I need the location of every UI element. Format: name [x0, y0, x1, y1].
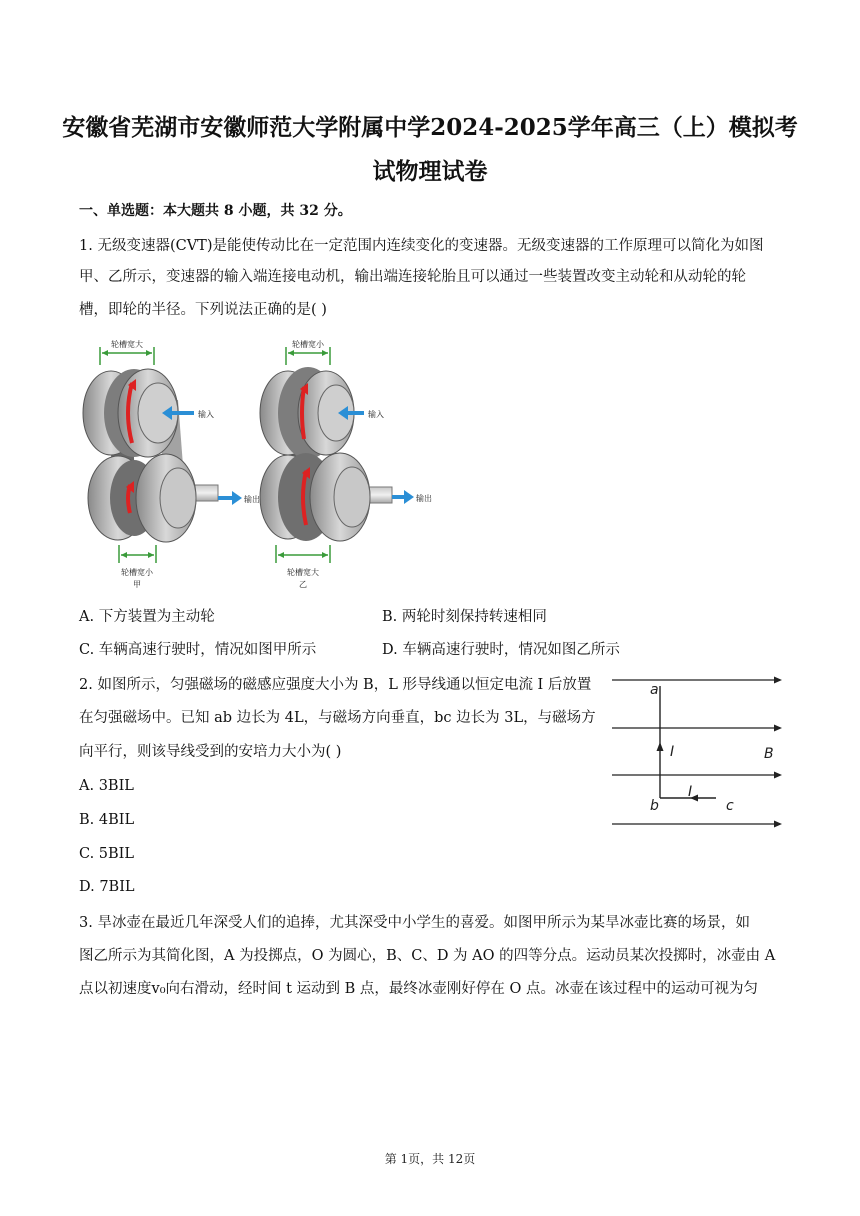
q2-option-a: A. 3BIL: [79, 778, 134, 794]
q1-line2: 甲、乙所示，变速器的输入端连接电动机，输出端连接轮胎且可以通过一些装置改变主动轮和从动轮的轮: [79, 269, 746, 285]
q3-line2: 图乙所示为其简化图，A 为投掷点，O 为圆心，B、C、D 为 AO 的四等分点。运动员某次投掷时，冰壶由 A: [79, 948, 776, 964]
q1-line1: 1. 无级变速器(CVT)是能使传动比在一定范围内连续变化的变速器。无级变速器的工作原理可以简化为如图: [79, 238, 764, 254]
svg-text:b: b: [650, 798, 659, 814]
svg-text:轮槽宽小: 轮槽宽小: [292, 340, 324, 349]
q2-line3: 向平行，则该导线受到的安培力大小为( ): [79, 744, 342, 760]
figure-b: [260, 339, 432, 589]
cvt-figure: [76, 335, 448, 595]
q1-option-c: C. 车辆高速行驶时，情况如图甲所示: [79, 642, 317, 658]
doc-title-line1: 安徽省芜湖市安徽师范大学附属中学2024-2025学年高三（上）模拟考: [62, 114, 798, 141]
figure-a: [83, 339, 260, 589]
q2-line1: 2. 如图所示，匀强磁场的磁感应强度大小为 B，L 形导线通以恒定电流 I 后放置: [79, 677, 592, 693]
page-footer: 第 1页，共 12页: [384, 1152, 476, 1166]
doc-title-line2: 试物理试卷: [372, 158, 488, 185]
q1-line3: 槽，即轮的半径。下列说法正确的是( ): [79, 302, 327, 318]
q3-line3: 点以初速度v₀向右滑动，经时间 t 运动到 B 点，最终冰壶刚好停在 O 点。冰壶在该过程中的运动可视为匀: [79, 981, 759, 997]
svg-text:输出: 输出: [244, 495, 260, 504]
q1-option-b: B. 两轮时刻保持转速相同: [382, 609, 547, 625]
svg-text:I: I: [670, 744, 675, 760]
section-heading: 一、单选题：本大题共 8 小题，共 32 分。: [79, 203, 352, 219]
svg-text:输出: 输出: [416, 494, 432, 503]
q1-option-d: D. 车辆高速行驶时，情况如图乙所示: [382, 642, 620, 658]
q2-option-d: D. 7BIL: [79, 879, 135, 895]
svg-text:轮槽宽小: 轮槽宽小: [121, 568, 153, 577]
svg-text:a: a: [650, 682, 659, 698]
svg-text:c: c: [726, 798, 734, 814]
svg-text:I: I: [688, 784, 693, 800]
svg-text:输入: 输入: [198, 410, 214, 419]
svg-text:轮槽宽大: 轮槽宽大: [111, 340, 143, 349]
q2-line2: 在匀强磁场中。已知 ab 边长为 4L，与磁场方向垂直，bc 边长为 3L，与磁场方: [79, 710, 596, 726]
svg-text:B: B: [764, 746, 774, 762]
q3-line1: 3. 旱冰壶在最近几年深受人们的追捧，尤其深受中小学生的喜爱。如图甲所示为某旱冰壶比赛的场景，如: [79, 915, 750, 931]
svg-text:轮槽宽大: 轮槽宽大: [287, 568, 319, 577]
svg-text:输入: 输入: [368, 410, 384, 419]
magnetic-field-figure: [610, 672, 790, 832]
q1-option-a: A. 下方装置为主动轮: [79, 609, 215, 625]
q2-option-c: C. 5BIL: [79, 846, 135, 862]
q2-option-b: B. 4BIL: [79, 812, 135, 828]
svg-text:乙: 乙: [299, 580, 307, 589]
svg-text:甲: 甲: [133, 580, 141, 589]
